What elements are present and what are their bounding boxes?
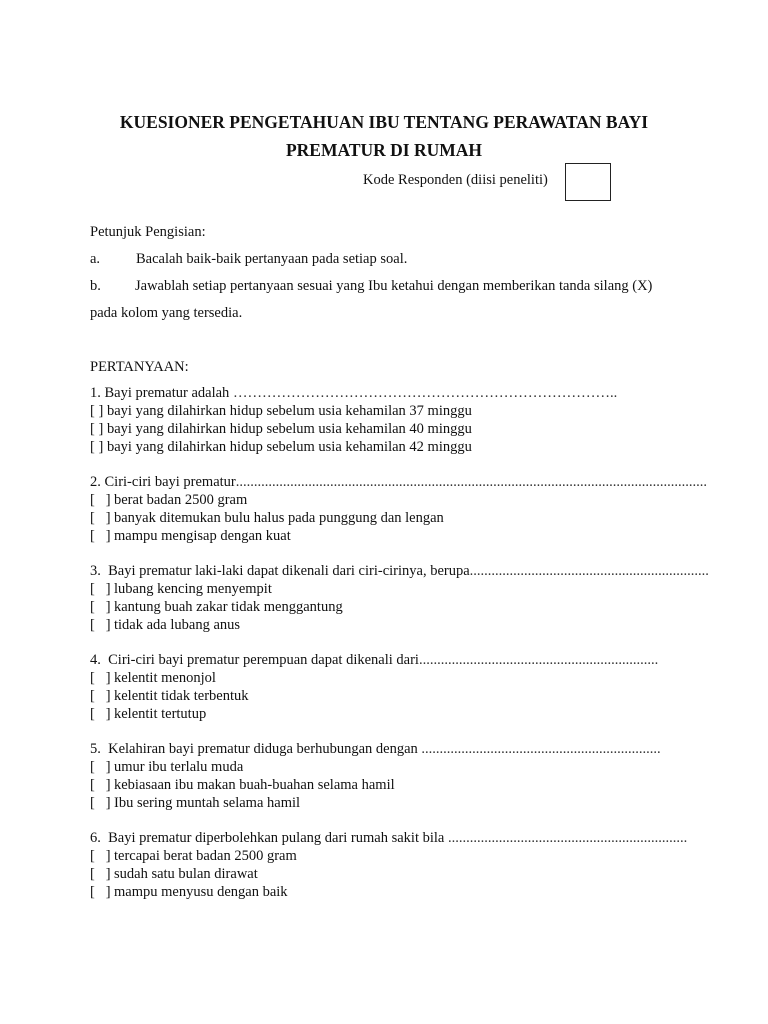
- document-title-line-1: KUESIONER PENGETAHUAN IBU TENTANG PERAWATAN BAYI: [119, 112, 649, 132]
- answer-leader-dots: ..................................................................: [418, 652, 659, 668]
- answer-checkbox[interactable]: [ ]: [90, 759, 111, 775]
- petunjuk-item-a: Bacalah baik-baik pertanyaan pada setiap soal.: [136, 251, 408, 267]
- question-text: 4. Ciri-ciri bayi prematur perempuan dapat dikenali dari: [90, 652, 419, 668]
- option-text: kelentit menonjol: [114, 670, 216, 686]
- question-text-line: [90, 473, 708, 491]
- answer-option: [90, 776, 590, 794]
- option-text: sudah satu bulan dirawat: [114, 866, 258, 882]
- answer-checkbox[interactable]: [ ]: [90, 617, 111, 633]
- answer-option: [90, 598, 590, 616]
- question-2: [90, 473, 708, 545]
- answer-option: [90, 847, 590, 865]
- answer-option: [90, 438, 590, 456]
- option-text: mampu menyusu dengan baik: [114, 884, 288, 900]
- option-text: lubang kencing menyempit: [114, 581, 272, 597]
- answer-checkbox[interactable]: [ ]: [90, 688, 111, 704]
- petunjuk-heading: Petunjuk Pengisian:: [90, 224, 206, 240]
- answer-checkbox[interactable]: [ ]: [90, 599, 111, 615]
- answer-checkbox[interactable]: [ ]: [90, 670, 111, 686]
- answer-option: [90, 527, 590, 545]
- question-text: 2. Ciri-ciri bayi prematur: [90, 474, 236, 490]
- question-text: 3. Bayi prematur laki-laki dapat dikenali dari ciri-cirinya, berupa: [90, 563, 470, 579]
- option-text: kantung buah zakar tidak menggantung: [114, 599, 343, 615]
- answer-leader-dots: ..................................................................: [469, 563, 709, 579]
- answer-option: [90, 865, 590, 883]
- petunjuk-continuation: pada kolom yang tersedia.: [90, 305, 243, 321]
- option-text: umur ibu terlalu muda: [114, 759, 244, 775]
- answer-checkbox[interactable]: [ ]: [90, 795, 111, 811]
- option-text: tidak ada lubang anus: [114, 617, 241, 633]
- document-title-line-2: PREMATUR DI RUMAH: [285, 140, 483, 160]
- answer-checkbox[interactable]: [ ]: [90, 421, 104, 437]
- kode-responden-label: Kode Responden (diisi peneliti): [363, 172, 548, 188]
- answer-option: [90, 758, 590, 776]
- option-text: bayi yang dilahirkan hidup sebelum usia kehamilan 42 minggu: [107, 439, 472, 455]
- answer-leader-dots: ..................................................................: [421, 741, 661, 757]
- answer-leader-dots: ..................................................................: [447, 830, 688, 846]
- question-text-line: [90, 829, 688, 847]
- question-text: 1. Bayi prematur adalah: [90, 385, 233, 401]
- petunjuk-marker-b: b.: [90, 278, 101, 294]
- question-6: [90, 829, 688, 901]
- question-1: [90, 384, 618, 456]
- answer-option: [90, 616, 590, 634]
- answer-option: [90, 580, 590, 598]
- question-text-line: [90, 384, 618, 402]
- option-text: kelentit tertutup: [114, 706, 207, 722]
- petunjuk-item-b: Jawablah setiap pertanyaan sesuai yang Ibu ketahui dengan memberikan tanda silang (X): [135, 278, 653, 294]
- answer-option: [90, 794, 590, 812]
- question-5: [90, 740, 661, 812]
- answer-checkbox[interactable]: [ ]: [90, 866, 111, 882]
- question-3: [90, 562, 709, 634]
- question-text: 6. Bayi prematur diperbolehkan pulang dari rumah sakit bila: [90, 830, 448, 846]
- option-text: mampu mengisap dengan kuat: [114, 528, 291, 544]
- option-text: bayi yang dilahirkan hidup sebelum usia kehamilan 40 minggu: [107, 421, 472, 437]
- answer-leader-dots: ……………………………………………………………………..: [232, 385, 618, 401]
- question-text-line: [90, 740, 661, 758]
- question-text-line: [90, 651, 659, 669]
- answer-checkbox[interactable]: [ ]: [90, 706, 111, 722]
- answer-option: [90, 402, 590, 420]
- question-text-line: [90, 562, 709, 580]
- option-text: kebiasaan ibu makan buah-buahan selama hamil: [114, 777, 395, 793]
- answer-checkbox[interactable]: [ ]: [90, 884, 111, 900]
- petunjuk-marker-a: a.: [90, 251, 101, 267]
- option-text: berat badan 2500 gram: [114, 492, 248, 508]
- answer-checkbox[interactable]: [ ]: [90, 581, 111, 597]
- answer-checkbox[interactable]: [ ]: [90, 510, 111, 526]
- option-text: bayi yang dilahirkan hidup sebelum usia kehamilan 37 minggu: [107, 403, 472, 419]
- answer-option: [90, 420, 590, 438]
- question-4: [90, 651, 659, 723]
- answer-checkbox[interactable]: [ ]: [90, 777, 111, 793]
- option-text: kelentit tidak terbentuk: [114, 688, 249, 704]
- option-text: banyak ditemukan bulu halus pada punggung dan lengan: [114, 510, 444, 526]
- option-text: Ibu sering muntah selama hamil: [114, 795, 301, 811]
- answer-checkbox[interactable]: [ ]: [90, 528, 111, 544]
- answer-option: [90, 687, 590, 705]
- answer-option: [90, 491, 590, 509]
- answer-checkbox[interactable]: [ ]: [90, 403, 104, 419]
- answer-checkbox[interactable]: [ ]: [90, 439, 104, 455]
- answer-option: [90, 509, 590, 527]
- answer-checkbox[interactable]: [ ]: [90, 492, 111, 508]
- section-heading: PERTANYAAN:: [90, 359, 189, 375]
- answer-option: [90, 669, 590, 687]
- answer-checkbox[interactable]: [ ]: [90, 848, 111, 864]
- kode-responden-box[interactable]: [565, 163, 611, 201]
- answer-leader-dots: ..................................................................................................................................: [235, 474, 708, 490]
- answer-option: [90, 883, 590, 901]
- question-text: 5. Kelahiran bayi prematur diduga berhubungan dengan: [90, 741, 422, 757]
- answer-option: [90, 705, 590, 723]
- option-text: tercapai berat badan 2500 gram: [114, 848, 297, 864]
